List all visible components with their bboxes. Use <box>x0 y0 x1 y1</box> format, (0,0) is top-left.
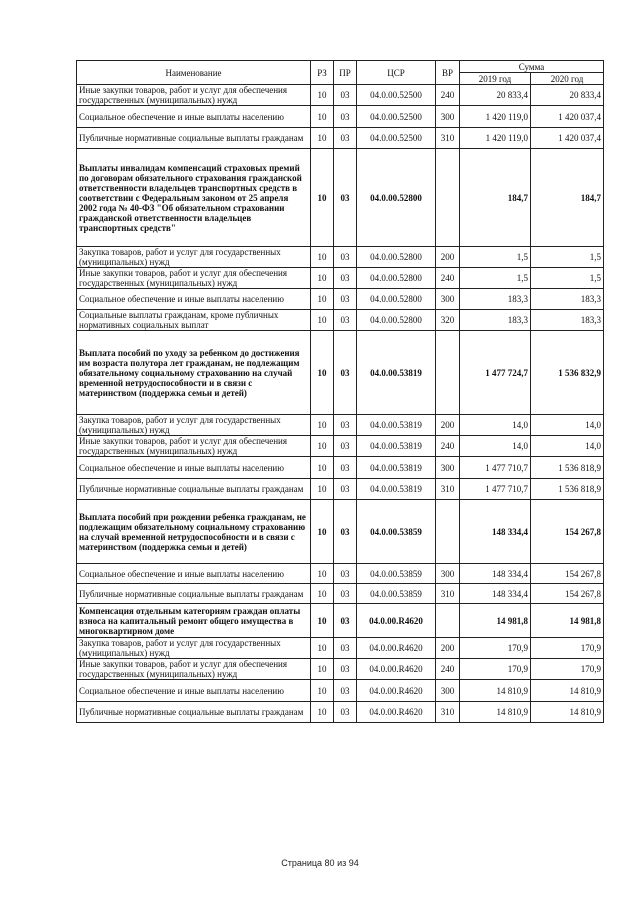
cell-rz: 10 <box>311 604 334 638</box>
cell-2019: 1 420 119,0 <box>460 106 531 128</box>
cell-2020: 1 536 832,9 <box>531 331 604 415</box>
cell-csr: 04.0.00.R4620 <box>357 702 436 723</box>
cell-rz: 10 <box>311 289 334 310</box>
cell-name: Публичные нормативные социальные выплаты гражданам <box>77 479 311 500</box>
cell-2019: 14,0 <box>460 415 531 436</box>
cell-name: Закупка товаров, работ и услуг для государственных (муниципальных) нужд <box>77 247 311 268</box>
cell-vr: 240 <box>436 659 460 680</box>
cell-pr: 03 <box>334 436 357 457</box>
cell-pr: 03 <box>334 604 357 638</box>
cell-vr: 320 <box>436 310 460 331</box>
cell-2019: 14 810,9 <box>460 680 531 702</box>
cell-vr: 200 <box>436 638 460 659</box>
cell-csr: 04.0.00.53819 <box>357 331 436 415</box>
cell-2020: 184,7 <box>531 149 604 247</box>
cell-vr: 200 <box>436 415 460 436</box>
cell-2019: 1,5 <box>460 247 531 268</box>
cell-2020: 14 810,9 <box>531 702 604 723</box>
cell-2020: 1,5 <box>531 247 604 268</box>
table-row <box>77 128 604 149</box>
header-csr: ЦСР <box>357 61 436 85</box>
cell-rz: 10 <box>311 268 334 289</box>
cell-pr: 03 <box>334 415 357 436</box>
cell-pr: 03 <box>334 268 357 289</box>
cell-vr: 240 <box>436 268 460 289</box>
cell-2019: 14,0 <box>460 436 531 457</box>
cell-csr: 04.0.00.52800 <box>357 149 436 247</box>
table-row <box>77 149 604 247</box>
budget-table <box>76 60 604 723</box>
cell-csr: 04.0.00.53859 <box>357 584 436 604</box>
cell-rz: 10 <box>311 436 334 457</box>
cell-name: Выплаты инвалидам компенсаций страховых премий по договорам обязательного страхования гражданской ответственности владельцев транспортных средств в соответствии с Федеральным законом от 25 апреля 2002 года № 40-ФЗ "Об обязательном страховании гражданской ответственности владельцев транспортных средств" <box>77 149 311 247</box>
header-sum: Сумма <box>460 61 604 73</box>
cell-vr: 310 <box>436 702 460 723</box>
table-row <box>77 106 604 128</box>
cell-rz: 10 <box>311 500 334 564</box>
cell-2020: 14 810,9 <box>531 680 604 702</box>
cell-vr: 310 <box>436 128 460 149</box>
header-year-2020: 2020 год <box>531 73 604 85</box>
cell-2019: 14 981,8 <box>460 604 531 638</box>
cell-2019: 1 477 724,7 <box>460 331 531 415</box>
cell-rz: 10 <box>311 415 334 436</box>
table-row <box>77 457 604 479</box>
cell-csr: 04.0.00.52800 <box>357 289 436 310</box>
cell-name: Иные закупки товаров, работ и услуг для обеспечения государственных (муниципальных) нужд <box>77 436 311 457</box>
cell-2019: 170,9 <box>460 659 531 680</box>
cell-2019: 170,9 <box>460 638 531 659</box>
table-row <box>77 680 604 702</box>
cell-2019: 14 810,9 <box>460 702 531 723</box>
cell-vr: 300 <box>436 680 460 702</box>
cell-pr: 03 <box>334 680 357 702</box>
cell-name: Социальное обеспечение и иные выплаты населению <box>77 289 311 310</box>
table-row <box>77 702 604 723</box>
cell-vr <box>436 331 460 415</box>
cell-pr: 03 <box>334 149 357 247</box>
cell-rz: 10 <box>311 680 334 702</box>
cell-name: Социальное обеспечение и иные выплаты населению <box>77 680 311 702</box>
cell-rz: 10 <box>311 479 334 500</box>
cell-2019: 1 477 710,7 <box>460 479 531 500</box>
cell-csr: 04.0.00.52500 <box>357 85 436 106</box>
cell-rz: 10 <box>311 310 334 331</box>
cell-csr: 04.0.00.R4620 <box>357 659 436 680</box>
table-row <box>77 331 604 415</box>
table-row <box>77 247 604 268</box>
cell-csr: 04.0.00.53859 <box>357 564 436 584</box>
cell-pr: 03 <box>334 564 357 584</box>
cell-csr: 04.0.00.53819 <box>357 457 436 479</box>
page-number: Страница 80 из 94 <box>281 858 359 868</box>
table-row <box>77 564 604 584</box>
header-name: Наименование <box>77 61 311 85</box>
table-row <box>77 289 604 310</box>
cell-2020: 14,0 <box>531 415 604 436</box>
cell-2020: 1 420 037,4 <box>531 106 604 128</box>
cell-vr: 300 <box>436 106 460 128</box>
cell-2020: 154 267,8 <box>531 564 604 584</box>
cell-csr: 04.0.00.52800 <box>357 247 436 268</box>
cell-rz: 10 <box>311 106 334 128</box>
cell-2020: 170,9 <box>531 659 604 680</box>
table-row <box>77 638 604 659</box>
cell-pr: 03 <box>334 128 357 149</box>
table-row <box>77 268 604 289</box>
cell-2019: 183,3 <box>460 310 531 331</box>
header-pr: ПР <box>334 61 357 85</box>
table-row <box>77 310 604 331</box>
cell-2020: 183,3 <box>531 289 604 310</box>
cell-name: Социальное обеспечение и иные выплаты населению <box>77 457 311 479</box>
table-row <box>77 415 604 436</box>
cell-rz: 10 <box>311 247 334 268</box>
cell-pr: 03 <box>334 584 357 604</box>
cell-2019: 20 833,4 <box>460 85 531 106</box>
cell-2019: 1 477 710,7 <box>460 457 531 479</box>
cell-name: Социальное обеспечение и иные выплаты населению <box>77 106 311 128</box>
cell-rz: 10 <box>311 702 334 723</box>
cell-vr: 300 <box>436 289 460 310</box>
cell-2019: 148 334,4 <box>460 584 531 604</box>
cell-rz: 10 <box>311 564 334 584</box>
cell-pr: 03 <box>334 331 357 415</box>
cell-2019: 148 334,4 <box>460 564 531 584</box>
cell-2020: 154 267,8 <box>531 584 604 604</box>
cell-csr: 04.0.00.52800 <box>357 310 436 331</box>
cell-vr: 310 <box>436 584 460 604</box>
header-year-2019: 2019 год <box>460 73 531 85</box>
table-row <box>77 85 604 106</box>
cell-pr: 03 <box>334 638 357 659</box>
cell-vr: 300 <box>436 457 460 479</box>
cell-name: Иные закупки товаров, работ и услуг для обеспечения государственных (муниципальных) нужд <box>77 659 311 680</box>
cell-2020: 1,5 <box>531 268 604 289</box>
cell-csr: 04.0.00.R4620 <box>357 680 436 702</box>
cell-vr: 240 <box>436 436 460 457</box>
table-row <box>77 659 604 680</box>
cell-csr: 04.0.00.53859 <box>357 500 436 564</box>
cell-csr: 04.0.00.53819 <box>357 436 436 457</box>
cell-pr: 03 <box>334 85 357 106</box>
cell-rz: 10 <box>311 128 334 149</box>
table-row <box>77 604 604 638</box>
cell-csr: 04.0.00.R4620 <box>357 604 436 638</box>
cell-2020: 183,3 <box>531 310 604 331</box>
cell-2020: 1 536 818,9 <box>531 457 604 479</box>
cell-name: Публичные нормативные социальные выплаты гражданам <box>77 128 311 149</box>
cell-rz: 10 <box>311 638 334 659</box>
cell-name: Выплата пособий при рождении ребенка гражданам, не подлежащим обязательному социальному страхованию на случай временной нетрудоспособности и в связи с материнством (поддержка семьи и детей) <box>77 500 311 564</box>
cell-name: Закупка товаров, работ и услуг для государственных (муниципальных) нужд <box>77 415 311 436</box>
table-row <box>77 500 604 564</box>
cell-name: Социальные выплаты гражданам, кроме публичных нормативных социальных выплат <box>77 310 311 331</box>
cell-rz: 10 <box>311 659 334 680</box>
header-vr: ВР <box>436 61 460 85</box>
cell-2020: 154 267,8 <box>531 500 604 564</box>
cell-2019: 1 420 119,0 <box>460 128 531 149</box>
cell-csr: 04.0.00.52500 <box>357 128 436 149</box>
cell-rz: 10 <box>311 149 334 247</box>
table-body <box>77 85 604 723</box>
cell-csr: 04.0.00.52500 <box>357 106 436 128</box>
cell-vr <box>436 500 460 564</box>
cell-2020: 1 536 818,9 <box>531 479 604 500</box>
cell-pr: 03 <box>334 457 357 479</box>
cell-rz: 10 <box>311 457 334 479</box>
cell-rz: 10 <box>311 85 334 106</box>
cell-name: Социальное обеспечение и иные выплаты населению <box>77 564 311 584</box>
header-row <box>77 61 604 73</box>
cell-name: Иные закупки товаров, работ и услуг для обеспечения государственных (муниципальных) нужд <box>77 268 311 289</box>
table-row <box>77 479 604 500</box>
cell-vr <box>436 149 460 247</box>
table-row <box>77 436 604 457</box>
cell-2019: 148 334,4 <box>460 500 531 564</box>
cell-name: Публичные нормативные социальные выплаты гражданам <box>77 584 311 604</box>
cell-name: Компенсация отдельным категориям граждан оплаты взноса на капитальный ремонт общего имущества в многоквартирном доме <box>77 604 311 638</box>
cell-csr: 04.0.00.53819 <box>357 415 436 436</box>
cell-2020: 170,9 <box>531 638 604 659</box>
cell-vr: 310 <box>436 479 460 500</box>
cell-pr: 03 <box>334 479 357 500</box>
cell-name: Выплата пособий по уходу за ребенком до достижения им возраста полутора лет гражданам, не подлежащим обязательному социальному страхованию на случай временной нетрудоспособности и в связи с материнством (поддержка семьи и детей) <box>77 331 311 415</box>
cell-csr: 04.0.00.R4620 <box>357 638 436 659</box>
cell-pr: 03 <box>334 310 357 331</box>
cell-pr: 03 <box>334 500 357 564</box>
cell-rz: 10 <box>311 331 334 415</box>
cell-2019: 1,5 <box>460 268 531 289</box>
cell-pr: 03 <box>334 659 357 680</box>
cell-pr: 03 <box>334 106 357 128</box>
cell-csr: 04.0.00.52800 <box>357 268 436 289</box>
cell-2020: 1 420 037,4 <box>531 128 604 149</box>
cell-pr: 03 <box>334 289 357 310</box>
cell-name: Закупка товаров, работ и услуг для государственных (муниципальных) нужд <box>77 638 311 659</box>
cell-name: Иные закупки товаров, работ и услуг для обеспечения государственных (муниципальных) нужд <box>77 85 311 106</box>
cell-vr: 300 <box>436 564 460 584</box>
cell-2020: 20 833,4 <box>531 85 604 106</box>
header-rz: РЗ <box>311 61 334 85</box>
cell-rz: 10 <box>311 584 334 604</box>
cell-pr: 03 <box>334 247 357 268</box>
cell-2020: 14,0 <box>531 436 604 457</box>
cell-2020: 14 981,8 <box>531 604 604 638</box>
cell-csr: 04.0.00.53819 <box>357 479 436 500</box>
table-row <box>77 584 604 604</box>
cell-pr: 03 <box>334 702 357 723</box>
cell-vr: 240 <box>436 85 460 106</box>
cell-vr <box>436 604 460 638</box>
cell-name: Публичные нормативные социальные выплаты гражданам <box>77 702 311 723</box>
cell-2019: 183,3 <box>460 289 531 310</box>
cell-vr: 200 <box>436 247 460 268</box>
cell-2019: 184,7 <box>460 149 531 247</box>
